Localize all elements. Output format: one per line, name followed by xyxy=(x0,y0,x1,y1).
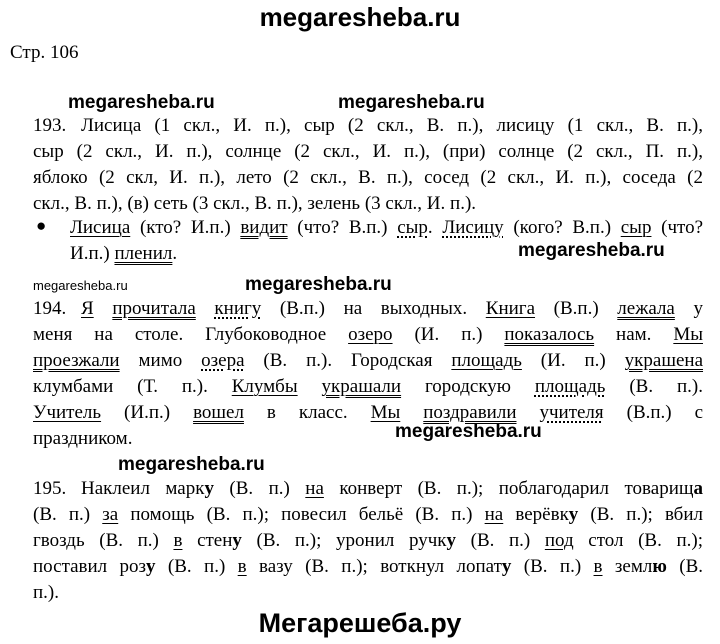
object: озера xyxy=(201,350,245,371)
ex195-line-5: п.). xyxy=(33,582,59,603)
watermark: megaresheba.ru xyxy=(68,92,215,113)
ending: ю xyxy=(652,556,667,577)
subject: озеро xyxy=(348,324,393,345)
subject: Я xyxy=(81,298,94,319)
text: (В.п.) xyxy=(535,298,618,319)
page-reference: Стр. 106 xyxy=(10,42,79,63)
predicate: пленил xyxy=(114,243,173,264)
text: (В. п.); уронил ручк xyxy=(241,530,447,551)
text: (В.п.) на выходных. xyxy=(261,298,486,319)
ex194-line-2 xyxy=(33,322,703,348)
ex194-line-5 xyxy=(33,400,703,426)
text: Наклеил марк xyxy=(81,478,205,499)
text: (что? В.п.) xyxy=(287,217,398,238)
text: стен xyxy=(182,530,233,551)
text: (В. xyxy=(666,556,703,577)
text: (что? xyxy=(651,217,704,238)
text: (И.п.) xyxy=(101,402,194,423)
subject: Мы xyxy=(370,402,401,423)
text: . xyxy=(427,217,443,238)
predicate: украшена xyxy=(624,350,704,371)
predicate: видит xyxy=(240,217,288,238)
ending: у xyxy=(446,530,456,551)
ex193-line-3: яблоко (2 скл, И. п.), лето (2 скл., В. п.), сосед (2 скл., И. п.), соседа (2 xyxy=(33,167,703,188)
text: помощь (В. п.); повесил бельё (В. п.) xyxy=(118,504,485,525)
predicate: вошел xyxy=(193,402,244,423)
subject: Клумбы xyxy=(231,376,298,397)
ex194-line-1 xyxy=(33,296,703,322)
ending: у xyxy=(146,556,156,577)
text: (В. п.) xyxy=(456,530,545,551)
subject: сыр xyxy=(620,217,652,238)
predicate: поздравили xyxy=(423,402,517,423)
text: вазу (В. п.); воткнул лопат xyxy=(246,556,502,577)
ex194-line-4 xyxy=(33,374,703,400)
object: книгу xyxy=(214,298,262,319)
ex195-line-2 xyxy=(33,502,703,528)
text: гвоздь (В. п.) xyxy=(33,530,174,551)
ex195-line-4 xyxy=(33,554,703,580)
predicate: лежала xyxy=(617,298,675,319)
text: клумбами (Т. п.). xyxy=(33,376,232,397)
text: (В.п.) с xyxy=(603,402,704,423)
ex195-line-1 xyxy=(33,476,703,502)
ex195-line-3 xyxy=(33,528,703,554)
subject: площадь xyxy=(451,350,522,371)
text: (И. п.) xyxy=(392,324,505,345)
ex193-line-4: скл., В. п.), (в) сеть (3 скл., В. п.), зелень (3 скл., И. п.). xyxy=(33,193,477,214)
text: (В. п.) xyxy=(213,478,306,499)
text: (В. п.) xyxy=(511,556,594,577)
text: (кто? И.п.) xyxy=(130,217,241,238)
predicate: проезжали xyxy=(33,350,120,371)
text: (В. п.) xyxy=(33,504,103,525)
ending: у xyxy=(568,504,579,525)
watermark: megaresheba.ru xyxy=(518,240,665,261)
watermark-bottom: Мегарешеба.ру xyxy=(258,608,462,638)
preposition: в xyxy=(173,530,183,551)
subject: Книга xyxy=(485,298,536,319)
text: (В. п.) xyxy=(155,556,238,577)
exercise-number: 194. xyxy=(33,298,67,319)
object: Лисицу xyxy=(442,217,504,238)
preposition: за xyxy=(102,504,119,525)
exercise-number: 193. xyxy=(33,115,67,136)
text: стол (В. п.); xyxy=(573,530,703,551)
ex193-text: Лисица (1 скл., И. п.), сыр (2 скл., В. п.), лисицу (1 скл., В. п.), xyxy=(81,115,703,136)
preposition: на xyxy=(305,478,324,499)
object: площадь xyxy=(534,376,606,397)
subject: Лисица xyxy=(70,217,131,238)
text: поставил роз xyxy=(33,556,147,577)
watermark-top: megaresheba.ru xyxy=(259,2,461,32)
watermark: megaresheba.ru xyxy=(395,421,542,442)
object: учителя xyxy=(539,402,604,423)
exercise-number: 195. xyxy=(33,478,67,499)
text: конверт (В. п.); поблагодарил товарищ xyxy=(323,478,694,499)
predicate: прочитала xyxy=(112,298,196,319)
ending: у xyxy=(204,478,214,499)
text: меня на столе. Глубоководное xyxy=(33,324,349,345)
object: сыр xyxy=(397,217,428,238)
preposition: на xyxy=(484,504,504,525)
text: верёвк xyxy=(503,504,569,525)
ex194-line-6: праздником. xyxy=(33,428,133,449)
text: (В. п.). Городская xyxy=(244,350,452,371)
subject: Учитель xyxy=(33,402,102,423)
text: городскую xyxy=(401,376,535,397)
ending: а xyxy=(693,478,703,499)
ex194-line-3 xyxy=(33,348,703,374)
ending: у xyxy=(501,556,512,577)
watermark-small: megaresheba.ru xyxy=(33,278,128,293)
watermark: megaresheba.ru xyxy=(245,274,392,295)
watermark: megaresheba.ru xyxy=(338,92,485,113)
text: у xyxy=(674,298,703,319)
text: (В. п.); вбил xyxy=(578,504,704,525)
text: в класс. xyxy=(243,402,371,423)
text: нам. xyxy=(594,324,674,345)
text: . xyxy=(172,243,178,264)
text: И.п.) xyxy=(70,243,115,264)
watermark: megaresheba.ru xyxy=(118,454,265,475)
text: (И. п.) xyxy=(521,350,625,371)
subject: Мы xyxy=(673,324,703,345)
ex193-analysis-line-1 xyxy=(70,215,703,241)
predicate: украшали xyxy=(321,376,402,397)
predicate: показалось xyxy=(504,324,595,345)
text: земл xyxy=(602,556,653,577)
text: мимо xyxy=(119,350,202,371)
preposition: в xyxy=(593,556,603,577)
ex193-line-2: сыр (2 скл., И. п.), солнце (2 скл., И. п.), (при) солнце (2 скл., П. п.), xyxy=(33,141,703,162)
preposition: под xyxy=(544,530,574,551)
ending: у xyxy=(232,530,242,551)
ex193-line-1 xyxy=(33,113,703,139)
preposition: в xyxy=(237,556,247,577)
ex193-analysis-line-2 xyxy=(70,241,177,267)
bullet-icon: ● xyxy=(36,216,47,235)
text: (кого? В.п.) xyxy=(503,217,621,238)
text: (В. п.). xyxy=(605,376,703,397)
